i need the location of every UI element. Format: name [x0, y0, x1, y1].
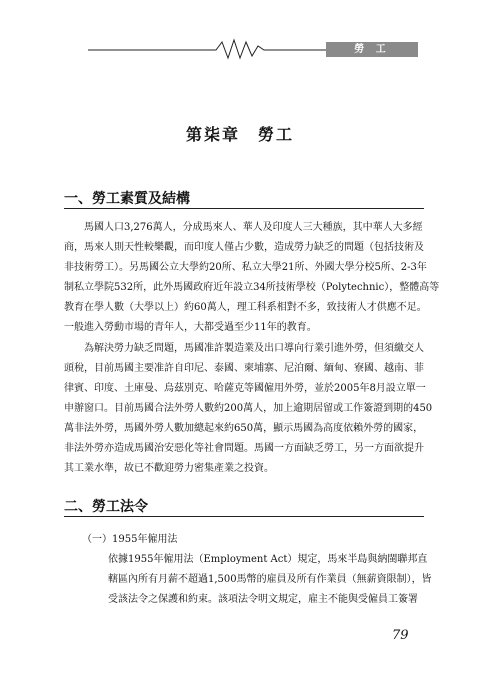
paragraph-line: 其工業水準，故已不歡迎勞力密集產業之投資。 — [64, 463, 274, 474]
paragraph-line: 受該法令之保護和約束。該項法令明文規定，雇主不能與受僱員工簽署 — [108, 594, 418, 605]
paragraph-1 — [64, 218, 440, 338]
section-title-2: 二、勞工法令 — [64, 499, 148, 515]
paragraph-line: 非法外勞亦造成馬國治安惡化等社會問題。馬國一方面缺乏勞工，另一方面欲提升 — [64, 443, 424, 454]
running-header — [88, 38, 418, 60]
paragraph-line: 轄區內所有月薪不超過1,500馬幣的雇員及所有作業員（無薪資限制），皆 — [108, 574, 432, 585]
paragraph-3 — [108, 550, 432, 610]
paragraph-line: 頭稅，目前馬國主要准許自印尼、泰國、柬埔寨、尼泊爾、緬甸、寮國、越南、菲 — [64, 363, 424, 374]
paragraph-line: 為解決勞力缺乏問題，馬國准許製造業及出口導向行業引進外勞，但須繳交人 — [64, 343, 424, 354]
paragraph-line: 萬非法外勞，馬國外勞人數加總起來約650萬，顯示馬國為高度依賴外勞的國家， — [64, 423, 424, 434]
header-chapter-tag: 勞 工 — [326, 42, 418, 57]
section-rule-1 — [64, 208, 424, 209]
paragraph-line: 依據1955年僱用法（Employment Act）規定，馬來半島與納閩聯邦直 — [108, 554, 428, 565]
section-title-1: 一、勞工素質及結構 — [64, 191, 190, 207]
paragraph-line: 馬國人口3,276萬人，分成馬來人、華人及印度人三大種族，其中華人大多經 — [64, 222, 423, 233]
paragraph-line: 律賓、印度、土庫曼、烏茲別克、哈薩克等國僱用外勞，並於2005年8月設立單一 — [64, 383, 426, 394]
chapter-title: 第柒章 勞工 — [185, 125, 294, 144]
paragraph-line: 制私立學院532所，此外馬國政府近年設立34所技術學校（Polytechnic），整體高等 — [64, 282, 440, 293]
subsection-title: （一）1955年僱用法 — [82, 534, 178, 545]
section-rule-2 — [64, 516, 424, 517]
paragraph-line: 非技術勞工）。另馬國公立大學約20所、私立大學21所、外國大學分校5所、2-3年 — [64, 262, 427, 273]
heartbeat-line-icon — [88, 38, 328, 60]
paragraph-line: 商，馬來人則天性較樂觀，而印度人僅占少數，造成勞力缺乏的問題（包括技術及 — [64, 242, 424, 253]
page-number: 79 — [392, 628, 409, 643]
paragraph-line: 申辦窗口。目前馬國合法外勞人數約200萬人，加上逾期居留或工作簽證到期的450 — [64, 403, 433, 414]
paragraph-line: 教育在學人數（大學以上）約60萬人，理工科系相對不多，致技術人才供應不足。 — [64, 302, 427, 313]
paragraph-2 — [64, 339, 433, 479]
paragraph-line: 一般進入勞動市場的青年人，大都受過至少11年的教育。 — [64, 322, 317, 333]
